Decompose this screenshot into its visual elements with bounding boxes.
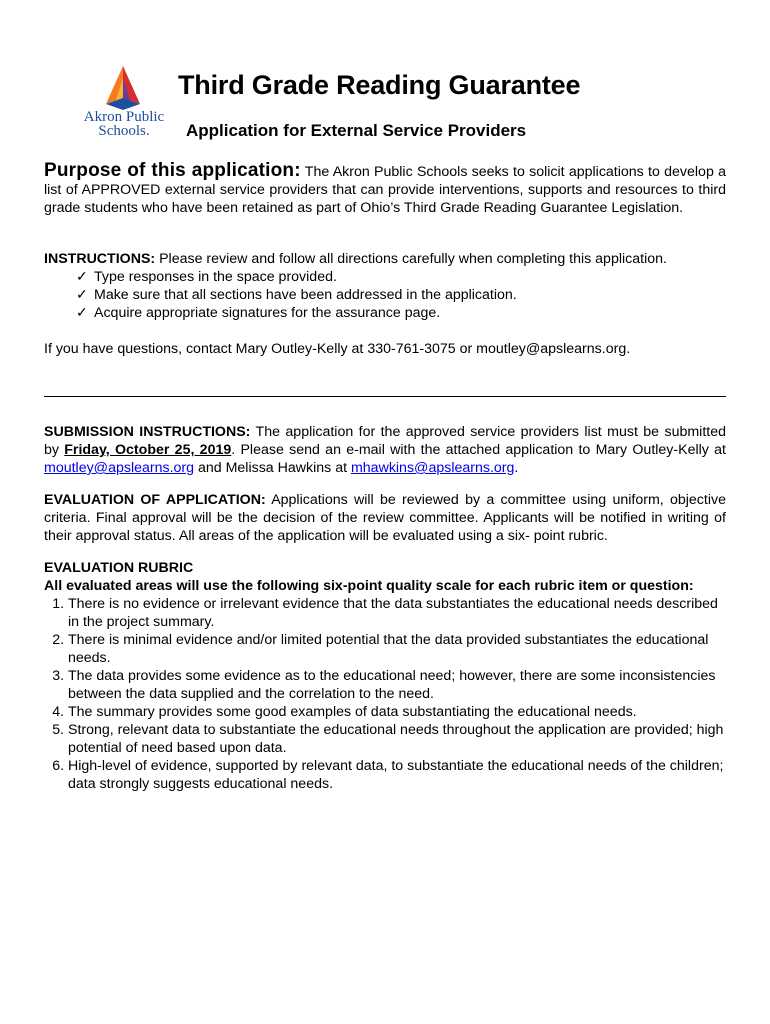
rubric-section (44, 559, 726, 793)
section-divider (44, 396, 726, 397)
checklist-item (76, 268, 726, 286)
instructions-label: INSTRUCTIONS: (44, 251, 156, 267)
rubric-subheading: All evaluated areas will use the following six-point quality scale for each rubric item or question: (44, 578, 694, 594)
akron-public-schools-logo (78, 64, 170, 144)
rubric-item: 5. Strong, relevant data to substantiate the educational needs throughout the application are provided; high potential of need based upon data. (68, 721, 726, 757)
instructions-text: Please review and follow all directions carefully when completing this application. (155, 251, 667, 267)
instructions-intro (44, 250, 726, 268)
submission-label: SUBMISSION INSTRUCTIONS: (44, 424, 251, 440)
rubric-heading: EVALUATION RUBRIC (44, 560, 194, 576)
checklist-item-text: Type responses in the space provided. (94, 269, 337, 285)
logo-wordmark (78, 110, 170, 138)
rubric-item: 6. High-level of evidence, supported by relevant data, to substantiate the educational needs of the children; data strongly suggests educational needs. (68, 757, 726, 793)
email-link-moutley[interactable]: moutley@apslearns.org (44, 460, 195, 476)
checklist-item (76, 286, 726, 304)
check-icon: ✓ (76, 269, 88, 285)
check-icon: ✓ (76, 287, 88, 303)
checklist-item-text: Acquire appropriate signatures for the assurance page. (94, 305, 441, 321)
purpose-section (44, 162, 726, 217)
rubric-item: 2. There is minimal evidence and/or limited potential that the data provided substantiates the educational needs. (68, 631, 726, 667)
evaluation-label: EVALUATION OF APPLICATION: (44, 492, 266, 508)
page-title: Third Grade Reading Guarantee (178, 70, 581, 100)
instructions-section (44, 250, 726, 322)
logo-line-1: Akron Public (83, 109, 165, 125)
evaluation-section (44, 491, 726, 545)
rubric-item: 4. The summary provides some good examples of data substantiating the educational needs. (68, 703, 726, 721)
logo-mark-icon (92, 64, 154, 110)
instructions-checklist (44, 268, 726, 322)
submission-text-4: . (514, 460, 519, 476)
purpose-text: The Akron Public Schools seeks to solicit applications to develop a list of APPROVED external service providers that can provide interventions, supports and resources to third grade students who have been retained as part of Ohio’s Third Grade Reading Guarantee Legislation. (44, 164, 726, 216)
purpose-lead: Purpose of this application: (44, 160, 301, 181)
checklist-item-text: Make sure that all sections have been addressed in the application. (94, 287, 517, 303)
submission-deadline: Friday, October 25, 2019 (64, 442, 232, 458)
rubric-item: 3. The data provides some evidence as to the educational need; however, there are some inconsistencies between the data supplied and the correlation to the need. (68, 667, 726, 703)
evaluation-text: Applications will be reviewed by a committee using uniform, objective criteria. Final approval will be the decision of the review committee. Applicants will be notified in writing of their approval status. All areas of the application will be evaluated using a six- point rubric. (44, 492, 726, 544)
page-subtitle: Application for External Service Providers (186, 121, 527, 140)
check-icon: ✓ (76, 305, 88, 321)
submission-text-3: and Melissa Hawkins at (194, 460, 351, 476)
submission-section (44, 423, 726, 477)
contact-line: If you have questions, contact Mary Outley-Kelly at 330-761-3075 or moutley@apslearns.org. (44, 341, 631, 357)
rubric-item: 1. There is no evidence or irrelevant evidence that the data substantiates the educational needs described in the project summary. (68, 595, 726, 631)
rubric-scale-list (44, 595, 726, 793)
logo-line-2: Schools. (98, 123, 150, 139)
checklist-item (76, 304, 726, 322)
submission-text-1: The application for the approved service providers list must be submitted by (44, 424, 726, 458)
email-link-mhawkins[interactable]: mhawkins@apslearns.org (350, 460, 515, 476)
submission-text-2: . Please send an e-mail with the attached application to Mary Outley-Kelly at (231, 442, 726, 458)
